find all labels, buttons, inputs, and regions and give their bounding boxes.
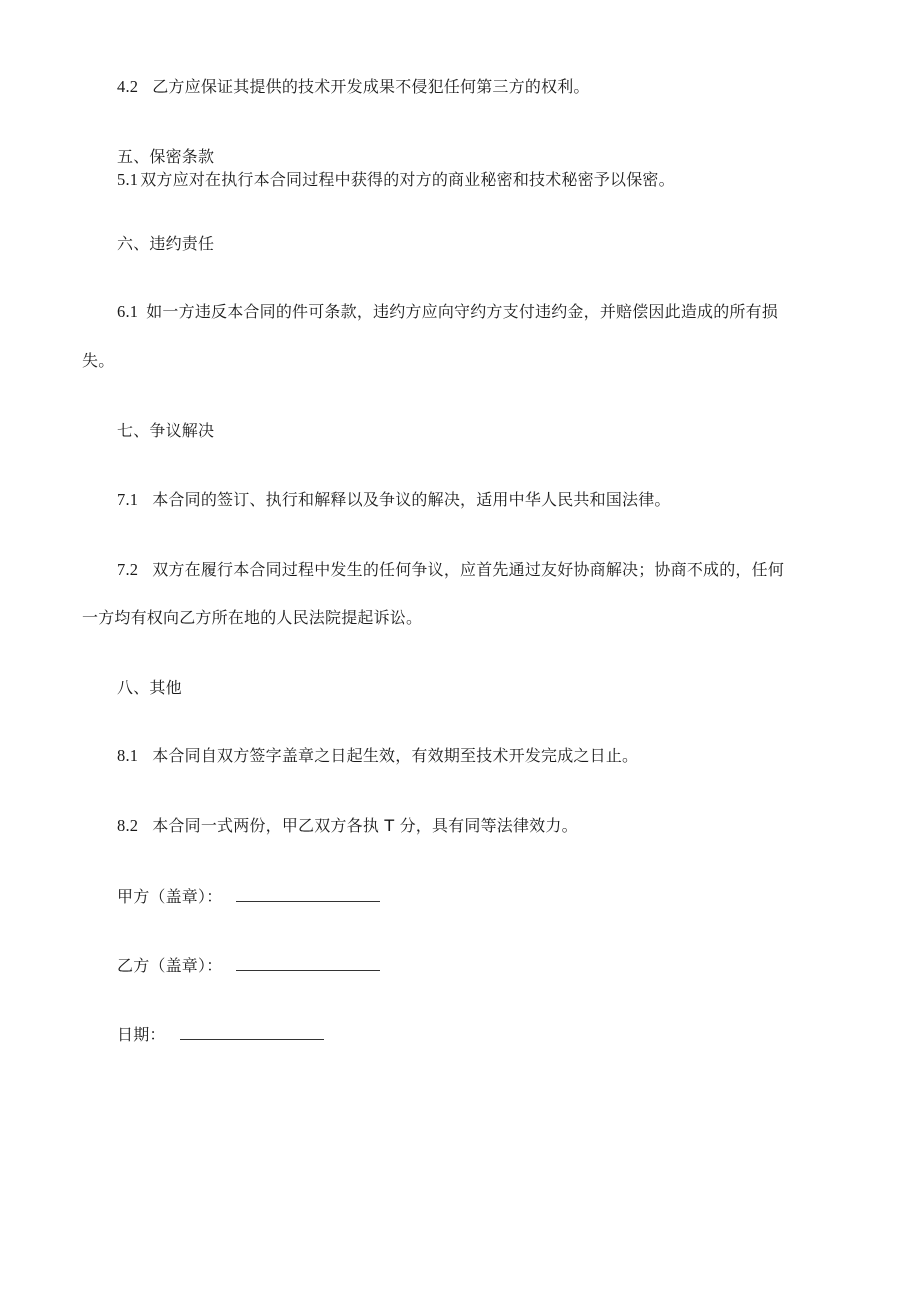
clause-7-2 — [117, 560, 784, 580]
clause-text: 本合同自双方签字盖章之日起生效，有效期至技术开发完成之日止。 — [152, 746, 639, 765]
party-b-signature-line[interactable] — [236, 955, 380, 971]
clause-text-line-1: 双方在履行本合同过程中发生的任何争议，应首先通过友好协商解决；协商不成的，任何 — [152, 560, 785, 579]
clause-5-1 — [117, 170, 675, 190]
date-signature-line[interactable] — [180, 1024, 324, 1040]
clause-number: 4.2 — [117, 77, 139, 96]
clause-7-2-continued: 一方均有权向乙方所在地的人民法院提起诉讼。 — [82, 608, 423, 627]
clause-8-2 — [117, 816, 578, 836]
clause-number: 7.1 — [117, 490, 139, 509]
party-a-signature — [117, 886, 380, 907]
clause-8-1 — [117, 746, 638, 766]
section-heading-6: 六、违约责任 — [117, 234, 215, 253]
clause-4-2 — [117, 77, 590, 97]
clause-text: 双方应对在执行本合同过程中获得的对方的商业秘密和技术秘密予以保密。 — [140, 170, 675, 189]
date-label: 日期： — [117, 1025, 166, 1044]
clause-number: 6.1 — [117, 302, 139, 321]
clause-number: 7.2 — [117, 560, 139, 579]
section-heading-7: 七、争议解决 — [117, 421, 215, 440]
party-b-signature — [117, 955, 380, 976]
clause-text: 本合同一式两份，甲乙双方各执 T 分，具有同等法律效力。 — [152, 816, 578, 835]
clause-text-line-1: 如一方违反本合同的件可条款，违约方应向守约方支付违约金，并赔偿因此造成的所有损 — [146, 302, 779, 321]
section-heading-5: 五、保密条款 — [117, 147, 215, 166]
party-a-label: 甲方（盖章）： — [117, 887, 223, 906]
section-heading-8: 八、其他 — [117, 678, 182, 697]
date-field — [117, 1024, 324, 1045]
clause-number: 8.1 — [117, 746, 139, 765]
party-a-signature-line[interactable] — [236, 886, 380, 902]
clause-number: 5.1 — [117, 170, 139, 189]
party-b-label: 乙方（盖章）： — [117, 956, 223, 975]
clause-6-1 — [117, 302, 778, 322]
clause-6-1-continued: 失。 — [82, 351, 115, 370]
clause-7-1 — [117, 490, 671, 510]
clause-number: 8.2 — [117, 816, 139, 835]
clause-text: 乙方应保证其提供的技术开发成果不侵犯任何第三方的权利。 — [152, 77, 590, 96]
clause-text: 本合同的签订、执行和解释以及争议的解决，适用中华人民共和国法律。 — [152, 490, 671, 509]
